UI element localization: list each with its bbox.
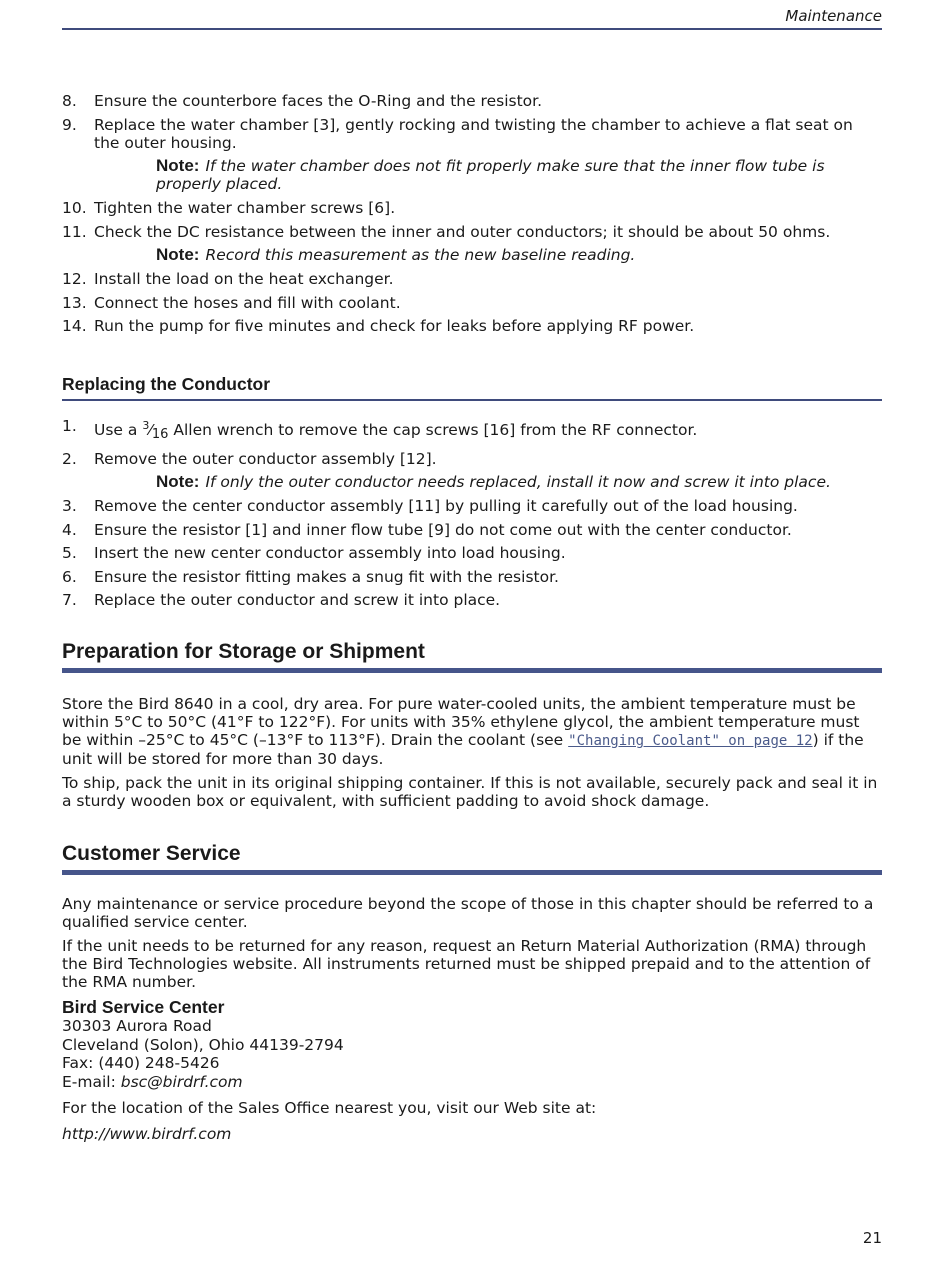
step-list-a	[62, 92, 882, 152]
changing-coolant-link[interactable]: "Changing Coolant" on page 12	[568, 733, 813, 749]
section-rule	[62, 668, 882, 673]
subheading-rule	[62, 399, 882, 401]
service-section	[62, 842, 882, 1149]
fraction: $^3⁄_{16}$	[142, 419, 169, 442]
section-heading: Customer Service	[62, 842, 241, 865]
service-center-title: Bird Service Center	[62, 997, 225, 1017]
running-header: Maintenance	[785, 7, 882, 25]
note-callout: Note: If only the outer conductor needs replaced, install it now and screw it into place.	[156, 472, 831, 491]
address-street: 30303 Aurora Road	[62, 1017, 212, 1035]
section-heading: Preparation for Storage or Shipment	[62, 640, 425, 663]
list-item: 11. Check the DC resistance between the inner and outer conductors; it should be about 50 ohms.	[62, 222, 831, 241]
list-item: 5. Insert the new center conductor assembly into load housing.	[62, 544, 566, 562]
step-list-c	[62, 270, 882, 335]
conductor-section	[62, 374, 882, 615]
list-item: 1. Use a $^3⁄_{16}$ Allen wrench to remove the cap screws [16] from the RF connector.	[62, 417, 698, 442]
page-number: 21	[862, 1229, 882, 1247]
fax-number: Fax: (440) 248-5426	[62, 1054, 220, 1072]
conductor-steps-continued	[62, 497, 882, 609]
note-callout: Note: If the water chamber does not fit properly make sure that the inner flow tube is properly placed.	[156, 156, 825, 193]
sales-office-paragraph: For the location of the Sales Office nearest you, visit our Web site at:	[62, 1099, 597, 1117]
storage-section	[62, 640, 882, 816]
note-callout: Note: Record this measurement as the new baseline reading.	[156, 245, 636, 264]
email-address[interactable]: bsc@birdrf.com	[120, 1072, 243, 1091]
list-item: 6. Ensure the resistor fitting makes a snug fit with the resistor.	[62, 567, 559, 586]
list-item: 8. Ensure the counterbore faces the O-Ring and the resistor.	[62, 92, 543, 110]
conductor-steps	[62, 417, 882, 468]
section-rule	[62, 870, 882, 875]
header-rule	[62, 28, 882, 30]
steps-continued	[62, 92, 882, 341]
list-item: 7. Replace the outer conductor and screw it into place.	[62, 591, 501, 609]
list-item: 12. Install the load on the heat exchanger.	[62, 270, 394, 288]
list-item: 4. Ensure the resistor [1] and inner flow tube [9] do not come out with the center conductor.	[62, 520, 792, 539]
list-item: 13. Connect the hoses and fill with coolant.	[62, 293, 401, 312]
rma-paragraph: If the unit needs to be returned for any reason, request an Return Material Authorization (RMA) through the Bird Technologies website. All instruments returned must be shipped prepaid and to the attention of the RMA number.	[62, 937, 871, 991]
storage-paragraph: Store the Bird 8640 in a cool, dry area. For pure water-cooled units, the ambient temperature must be within 5°C to 50°C (41°F to 122°F). For units with 35% ethylene glycol, the ambient temperature must be within –25°C to 45°C (–13°F to 113°F). Drain the coolant (see "Changing Coolant" on page 12) if the unit will be stored for more than 30 days.	[62, 695, 864, 768]
shipping-paragraph: To ship, pack the unit in its original shipping container. If this is not available, securely pack and seal it in a sturdy wooden box or equivalent, with sufficient padding to avoid shock damage.	[62, 774, 878, 810]
list-item: 14. Run the pump for five minutes and check for leaks before applying RF power.	[62, 317, 695, 335]
email-line: E-mail: bsc@birdrf.com	[62, 1072, 243, 1091]
address-city: Cleveland (Solon), Ohio 44139-2794	[62, 1035, 344, 1054]
service-paragraph: Any maintenance or service procedure beyond the scope of those in this chapter should be referred to a qualified service center.	[62, 895, 874, 931]
website-url[interactable]: http://www.birdrf.com	[62, 1125, 232, 1143]
list-item: 10. Tighten the water chamber screws [6].	[62, 199, 396, 217]
step-list-b	[62, 199, 882, 241]
section-subheading: Replacing the Conductor	[62, 374, 271, 394]
list-item: 9. Replace the water chamber [3], gently rocking and twisting the chamber to achieve a flat seat on the outer housing.	[62, 115, 853, 152]
list-item: 3. Remove the center conductor assembly [11] by pulling it carefully out of the load housing.	[62, 497, 798, 515]
list-item: 2. Remove the outer conductor assembly [12].	[62, 449, 437, 468]
